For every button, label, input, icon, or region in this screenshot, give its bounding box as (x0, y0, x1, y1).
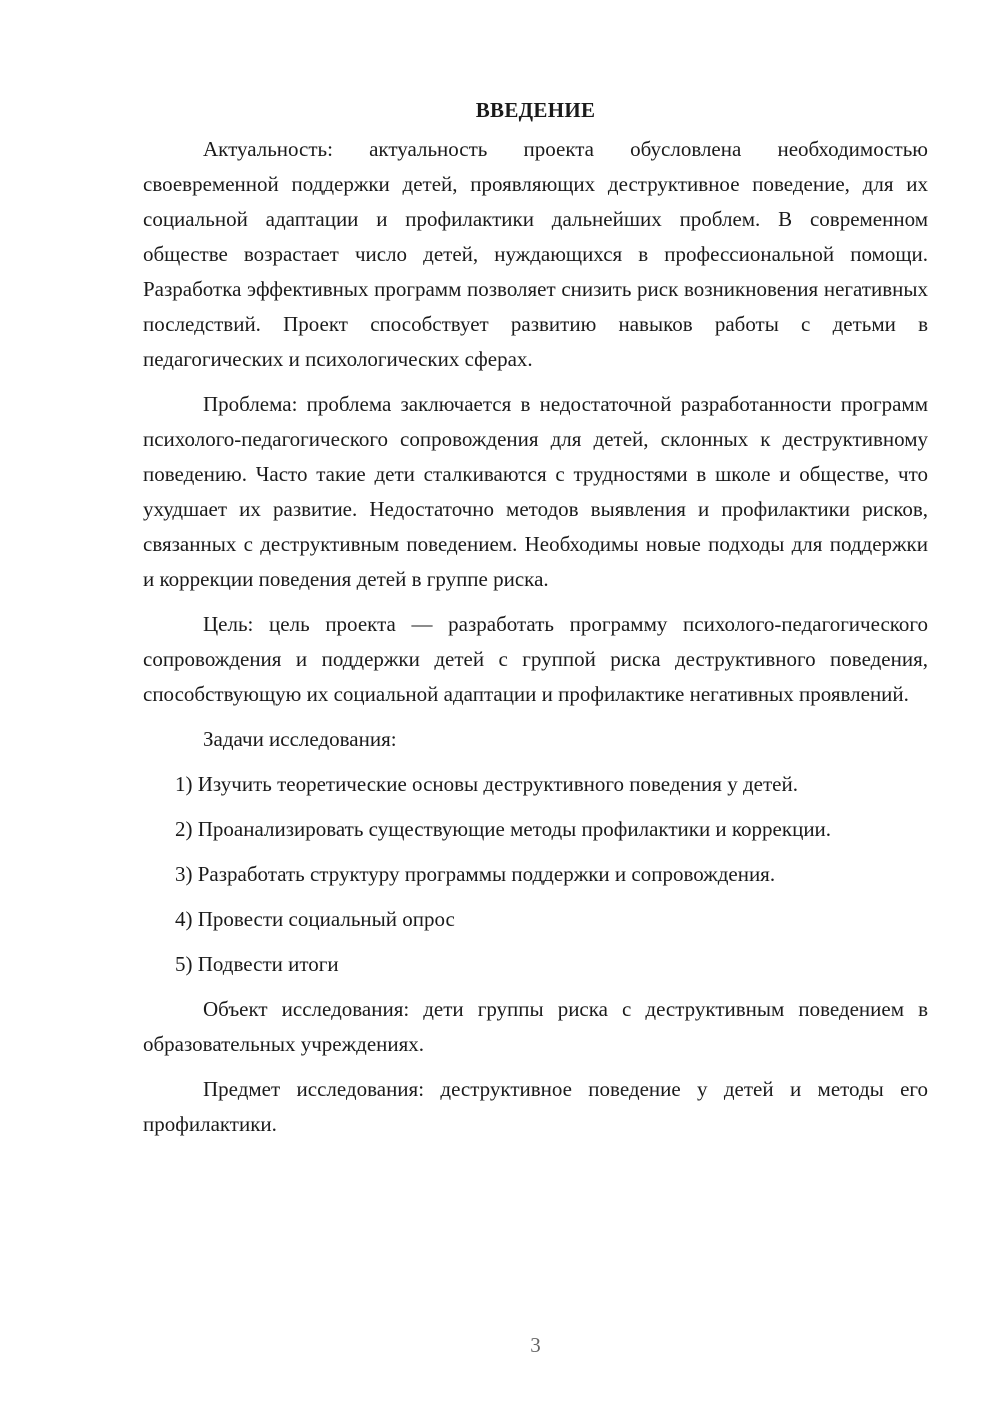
problem-paragraph: Проблема: проблема заключается в недостаточной разработанности программ психолого-педагогического сопровождения для детей, склонных к деструктивному поведению. Часто такие дети сталкиваются с трудностями в школе и обществе, что ухудшает их развитие. Недостаточно методов выявления и профилактики рисков, связанных с деструктивным поведением. Необходимы новые подходы для поддержки и коррекции поведения детей в группе риска. (143, 392, 928, 591)
goal-paragraph: Цель: цель проекта — разработать программу психолого-педагогического сопровождения и поддержки детей с группой риска деструктивного поведения, способствующую их социальной адаптации и профилактике негативных проявлений. (143, 612, 928, 706)
object-paragraph: Объект исследования: дети группы риска с деструктивным поведением в образовательных учреждениях. (143, 997, 928, 1056)
task-item-3: 3) Разработать структуру программы поддержки и сопровождения. (175, 862, 776, 886)
task-item-1: 1) Изучить теоретические основы деструктивного поведения у детей. (175, 772, 798, 796)
document-page (143, 92, 928, 1152)
page-title: ВВЕДЕНИЕ (475, 98, 596, 122)
tasks-heading: Задачи исследования: (203, 727, 397, 751)
relevance-paragraph: Актуальность: актуальность проекта обусловлена необходимостью своевременной поддержки детей, проявляющих деструктивное поведение, для их социальной адаптации и профилактики дальнейших проблем. В современном обществе возрастает число детей, нуждающихся в профессиональной помощи. Разработка эффективных программ позволяет снизить риск возникновения негативных последствий. Проект способствует развитию навыков работы с детьми в педагогических и психологических сферах. (143, 137, 928, 371)
task-item-2: 2) Проанализировать существующие методы профилактики и коррекции. (175, 817, 832, 841)
task-item-5: 5) Подвести итоги (175, 952, 339, 976)
subject-paragraph: Предмет исследования: деструктивное поведение у детей и методы его профилактики. (143, 1077, 928, 1136)
page-number: 3 (530, 1333, 541, 1357)
task-item-4: 4) Провести социальный опрос (175, 907, 455, 931)
